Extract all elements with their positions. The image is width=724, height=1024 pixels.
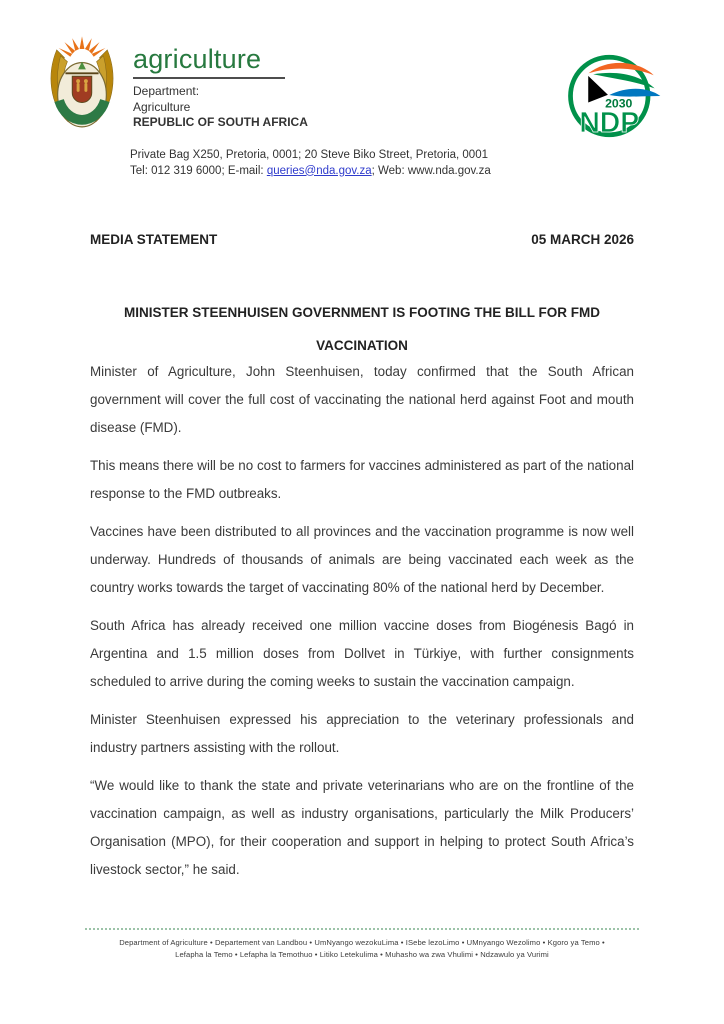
dept-label: Department:	[133, 84, 200, 98]
body-paragraph: South Africa has already received one million vaccine doses from Biogénesis Bagó in Argentina and 1.5 million doses from Dollvet in Türkiye, with further consignments scheduled to arrive during the coming weeks to sustain the vaccination campaign.	[90, 618, 634, 689]
ndp-year-text: 2030	[605, 96, 633, 111]
body-paragraph: Minister Steenhuisen expressed his appreciation to the veterinary professionals and industry partners assisting with the rollout.	[90, 712, 634, 755]
footer	[85, 928, 639, 960]
footer-languages-line1: Department of Agriculture • Departement van Landbou • UmNyango wezokuLima • ISebe lezoLimo • UMnyango Wezolimo • Kgoro ya Temo •	[119, 938, 605, 947]
tel-prefix: Tel: 012 319 6000; E-mail:	[130, 164, 267, 177]
statement-title: MINISTER STEENHUISEN GOVERNMENT IS FOOTING THE BILL FOR FMD VACCINATION	[123, 305, 600, 353]
contact-block	[130, 148, 491, 179]
ndp-2030-logo	[562, 50, 666, 142]
statement-body	[90, 358, 634, 894]
footer-languages-line2: Lefapha la Temo • Lefapha la Temothuo • Litiko Letekulima • Muhasho wa zwa Vhulimi • Ndzawulo ya Vurimi	[175, 949, 549, 959]
web-suffix: ; Web: www.nda.gov.za	[371, 164, 491, 177]
dept-name: Agriculture	[133, 99, 191, 114]
body-paragraph: “We would like to thank the state and private veterinarians who are on the frontline of the vaccination campaign, as well as industry organisations, particularly the Milk Producers’ Organisation (MPO), for their cooperation and support in helping to protect South Africa’s livestock sector,” he said.	[90, 778, 634, 877]
agriculture-wordmark: agriculture	[133, 44, 262, 74]
coat-of-arms-logo	[45, 36, 119, 134]
media-statement-label: MEDIA STATEMENT	[90, 232, 218, 247]
department-wordmark-block	[133, 36, 308, 131]
wordmark-divider	[133, 77, 285, 79]
body-paragraph: Vaccines have been distributed to all provinces and the vaccination programme is now well underway. Hundreds of thousands of animals are being vaccinated each week as the country works towards the target of vaccinating 80% of the national herd by December.	[90, 524, 634, 595]
email-link[interactable]: queries@nda.gov.za	[266, 164, 372, 177]
address-line: Private Bag X250, Pretoria, 0001; 20 Steve Biko Street, Pretoria, 0001	[130, 149, 488, 161]
sun-rays-icon	[59, 36, 106, 56]
statement-date: 05 MARCH 2026	[531, 232, 634, 247]
dept-country: REPUBLIC OF SOUTH AFRICA	[133, 115, 308, 129]
shield-icon	[72, 76, 91, 102]
tel-email-web-line	[130, 164, 491, 180]
body-paragraph: Minister of Agriculture, John Steenhuisen, today confirmed that the South African government will cover the full cost of vaccinating the national herd against Foot and mouth disease (FMD).	[90, 364, 634, 435]
header	[45, 36, 666, 142]
ndp-label-text: NDP	[579, 106, 640, 139]
meta-row	[90, 232, 634, 247]
body-paragraph: This means there will be no cost to farmers for vaccines administered as part of the national response to the FMD outbreaks.	[90, 458, 634, 501]
